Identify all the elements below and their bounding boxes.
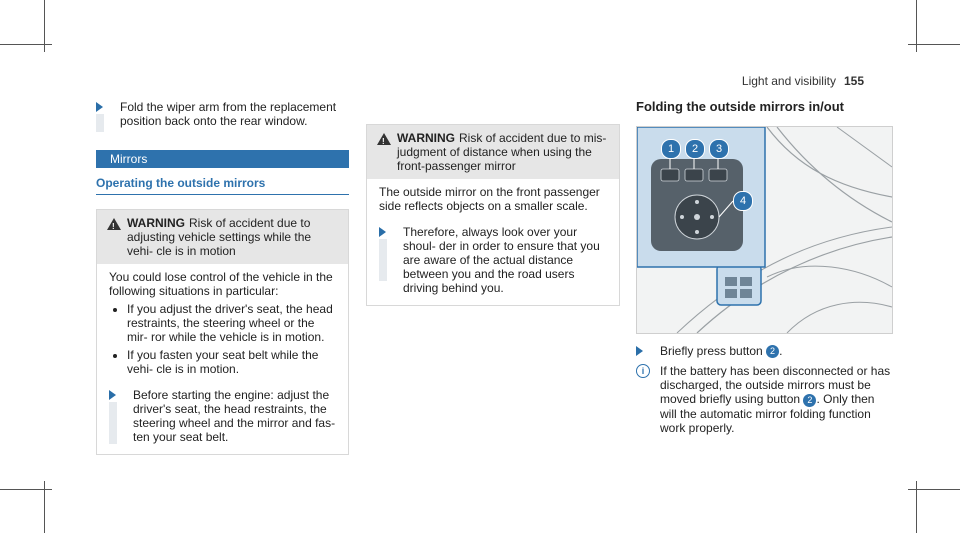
- header-section: Light and visibility: [741, 74, 836, 88]
- warning-header: [97, 210, 348, 264]
- warning-body-text: You could lose control of the vehicle in the following situations in particular:: [109, 270, 333, 298]
- instruction-bar: [96, 114, 104, 132]
- list-item: • If you adjust the driver's seat, the head restraints, the steering wheel or the mir- ror while the vehicle is in motion.: [127, 302, 336, 344]
- button-ref-2: 2: [803, 394, 816, 407]
- button-ref-2: 2: [766, 345, 779, 358]
- page-header: [742, 74, 864, 88]
- arrow-icon: [96, 102, 103, 112]
- warning-instruction: [109, 388, 336, 444]
- info-post: . Only then will the automatic mirror folding function work properly.: [660, 392, 875, 435]
- arrow-icon: [636, 346, 643, 356]
- intro-instruction: [96, 100, 349, 130]
- warning-head-text: Risk of accident due to adjusting vehicle settings while the vehi- cle is in motion: [127, 216, 312, 258]
- crop-mark: [916, 0, 917, 52]
- list-item: • If you fasten your seat belt while the vehi- cle is in motion.: [127, 348, 336, 376]
- warning-box: [96, 209, 349, 455]
- warning-body: [367, 179, 619, 305]
- warning-label: WARNING: [127, 216, 185, 230]
- warning-header: [367, 125, 619, 179]
- mirror-controls-figure: [636, 126, 893, 334]
- callout-4: 4: [733, 191, 753, 211]
- info-icon: i: [636, 364, 650, 378]
- arrow-icon: [109, 390, 116, 400]
- warning-icon: [107, 218, 121, 230]
- crop-mark: [916, 481, 917, 533]
- warning-instruction-text: Therefore, always look over your shoul- der in order to ensure that you are aware of the actual distance between you and the road users driving behind you.: [403, 225, 600, 295]
- section-title-folding: Folding the outside mirrors in/out: [636, 99, 844, 114]
- subhead-operating-mirrors: Operating the outside mirrors: [96, 176, 349, 195]
- warning-instruction-text: Before starting the engine: adjust the driver's seat, the head restraints, the steering wheel and the mirror and fas- ten your seat belt.: [133, 388, 336, 444]
- column-right: [636, 100, 894, 114]
- warning-bullets: [109, 302, 336, 376]
- crop-mark: [44, 0, 45, 52]
- arrow-icon: [379, 227, 386, 237]
- fold-instruction-pre: Briefly press button: [660, 344, 763, 358]
- section-bar-mirrors: Mirrors: [96, 150, 349, 168]
- info-pre: If the battery has been disconnected or has discharged, the outside mirrors must be moved briefly using button: [660, 364, 891, 407]
- warning-icon: [377, 133, 391, 145]
- info-note: [636, 364, 894, 434]
- callout-3: 3: [709, 139, 729, 159]
- column-left: [96, 100, 349, 455]
- fold-instruction: [636, 344, 894, 358]
- warning-body-text: The outside mirror on the front passenger side reflects objects on a smaller scale.: [379, 185, 600, 213]
- instruction-bar: [379, 239, 387, 281]
- page-number: 155: [843, 74, 864, 88]
- callout-1: 1: [661, 139, 681, 159]
- callout-2: 2: [685, 139, 705, 159]
- column-middle: [366, 124, 620, 306]
- instruction-bar: [109, 402, 117, 444]
- warning-label: WARNING: [397, 131, 455, 145]
- intro-instruction-text: Fold the wiper arm from the replacement position back onto the rear window.: [120, 100, 337, 128]
- warning-instruction: [379, 225, 607, 295]
- warning-head-text: Risk of accident due to mis- judgment of distance when using the front-passenger mirror: [397, 131, 607, 173]
- warning-box: [366, 124, 620, 306]
- column-right-text: [636, 344, 894, 435]
- fold-instruction-post: .: [779, 344, 783, 358]
- crop-mark: [44, 481, 45, 533]
- warning-body: [97, 264, 348, 454]
